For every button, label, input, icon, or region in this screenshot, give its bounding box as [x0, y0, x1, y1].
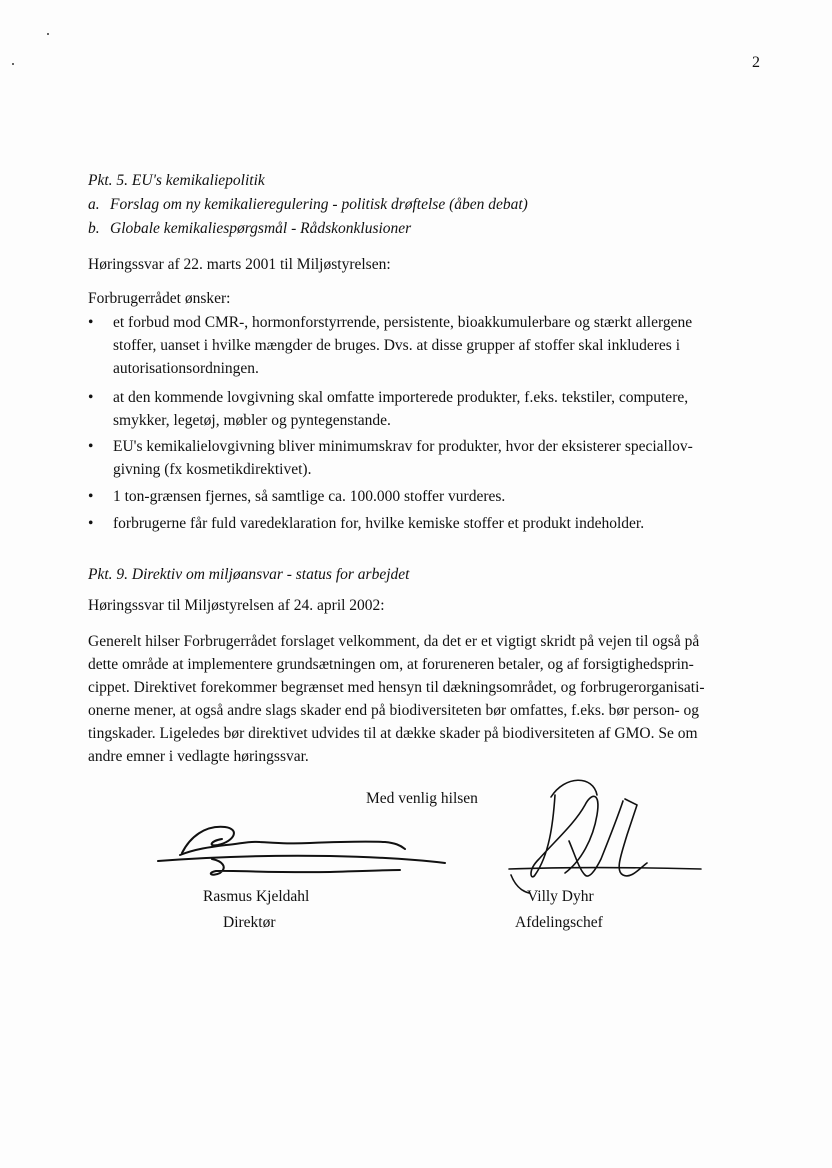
signature-rasmus-kjeldahl	[150, 815, 450, 885]
item-letter: a.	[88, 196, 100, 213]
bullet-line: smykker, legetøj, møbler og pyntegenstande.	[113, 412, 391, 429]
bullet-line: 1 ton-grænsen fjernes, så samtlige ca. 100.000 stoffer vurderes.	[113, 488, 506, 505]
bullet-line: et forbud mod CMR-, hormonforstyrrende, persistente, bioakkumulerbare og stærkt allergene	[113, 314, 693, 331]
signatory-title-2: Afdelingschef	[515, 914, 603, 931]
section-9-title: Pkt. 9. Direktiv om miljøansvar - status for arbejdet	[88, 566, 410, 583]
closing-greeting: Med venlig hilsen	[366, 790, 478, 807]
scan-speck	[47, 33, 49, 35]
bullet-icon: •	[88, 488, 94, 505]
bullet-icon: •	[88, 314, 94, 331]
paragraph-line: tingskader. Ligeledes bør direktivet udvides til at dække skader på biodiversiteten af GMO. Se om	[88, 725, 698, 742]
bullet-line: at den kommende lovgivning skal omfatte importerede produkter, f.eks. tekstiler, computere,	[113, 389, 689, 406]
paragraph-line: andre emner i vedlagte høringssvar.	[88, 748, 309, 765]
bullet-line: forbrugerne får fuld varedeklaration for, hvilke kemiske stoffer et produkt indeholder.	[113, 515, 645, 532]
section-5-title: Pkt. 5. EU's kemikaliepolitik	[88, 172, 265, 189]
section-5-item-b	[88, 220, 411, 238]
bullet-line: autorisationsordningen.	[113, 360, 259, 377]
paragraph-line: onerne mener, at også andre slags skader end på biodiversiteten bør omfattes, f.eks. bør person- og	[88, 702, 700, 719]
signatory-name-1: Rasmus Kjeldahl	[203, 888, 310, 905]
paragraph-line: cippet. Direktivet forekommer begrænset med hensyn til dækningsområdet, og forbrugerorganisati-	[88, 679, 705, 696]
bullet-icon: •	[88, 389, 94, 406]
bullet-icon: •	[88, 515, 94, 532]
signatory-name-2: Villy Dyhr	[527, 888, 594, 905]
section-5-item-a	[88, 196, 528, 214]
item-letter: b.	[88, 220, 100, 237]
paragraph-line: Generelt hilser Forbrugerrådet forslaget velkomment, da det er et vigtigt skridt på vejen til også på	[88, 633, 700, 650]
section-9-hearing: Høringssvar til Miljøstyrelsen af 24. april 2002:	[88, 597, 385, 614]
scan-speck	[12, 63, 14, 65]
page-number: 2	[752, 54, 760, 71]
section-5-intro: Forbrugerrådet ønsker:	[88, 290, 231, 307]
bullet-icon: •	[88, 438, 94, 455]
item-text: Forslag om ny kemikalieregulering - politisk drøftelse (åben debat)	[110, 196, 528, 213]
bullet-line: EU's kemikalielovgivning bliver minimumskrav for produkter, hvor der eksisterer speciallov-	[113, 438, 693, 455]
section-9-paragraph	[88, 633, 705, 771]
section-5-hearing: Høringssvar af 22. marts 2001 til Miljøstyrelsen:	[88, 256, 391, 273]
bullet-line: stoffer, uanset i hvilke mængder de bruges. Dvs. at disse grupper af stoffer skal inkluderes i	[113, 337, 681, 354]
bullet-line: givning (fx kosmetikdirektivet).	[113, 461, 312, 478]
signatory-title-1: Direktør	[223, 914, 276, 931]
signature-villy-dyhr	[505, 775, 705, 905]
item-text: Globale kemikaliespørgsmål - Rådskonklusioner	[110, 220, 412, 237]
paragraph-line: dette område at implementere grundsætningen om, at forureneren betaler, og af forsigtighedsprin-	[88, 656, 694, 673]
